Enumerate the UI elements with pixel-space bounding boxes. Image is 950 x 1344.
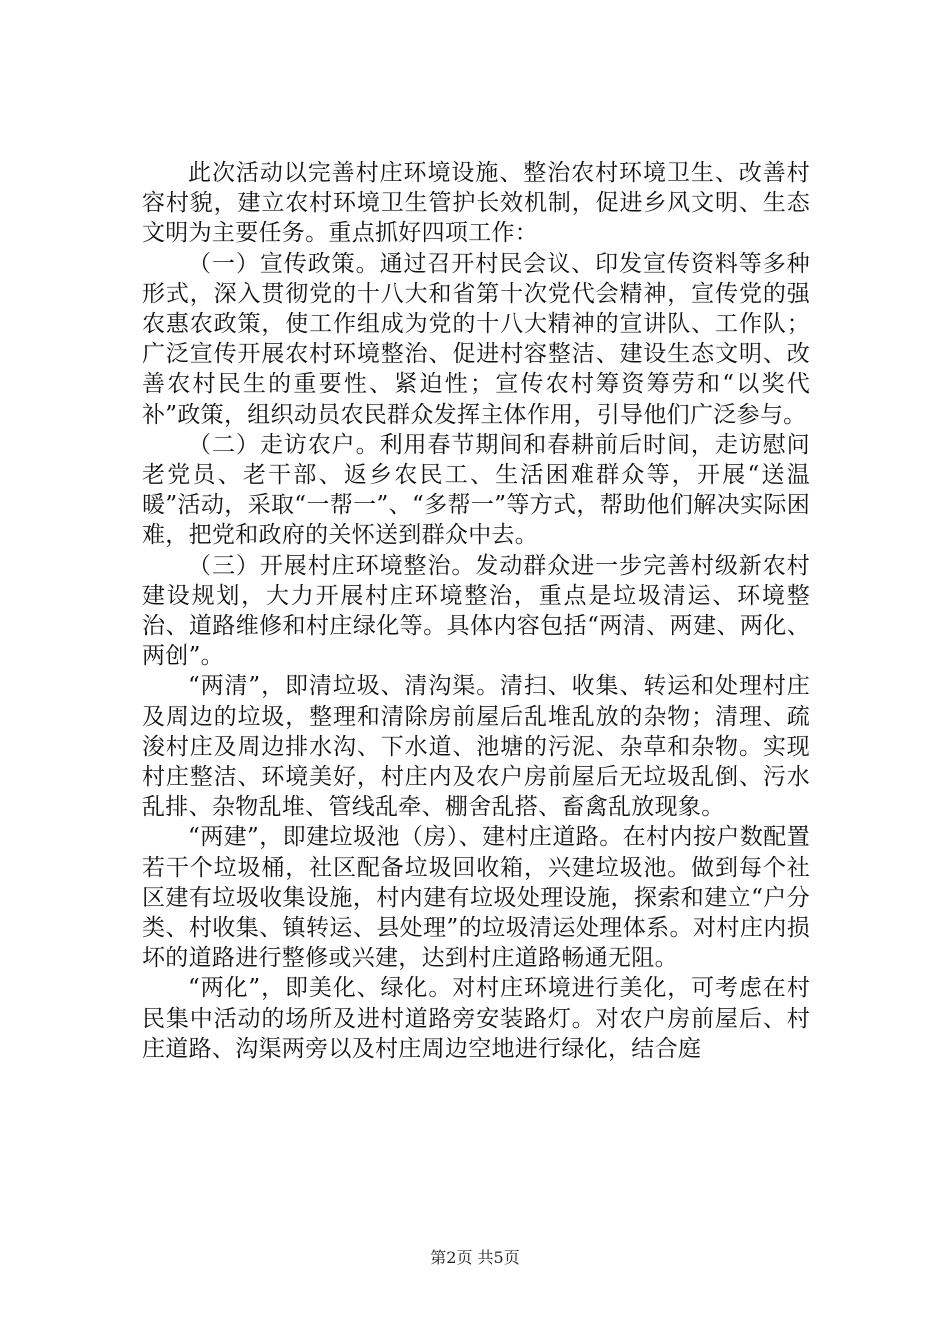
document-body — [142, 158, 810, 1064]
paragraph-environment-renovation: （三）开展村庄环境整治。发动群众进一步完善村级新农村建设规划，大力开展村庄环境整治，重点是垃圾清运、环境整治、道路维修和村庄绿化等。具体内容包括“两清、两建、两化、两创”。 — [142, 552, 810, 670]
paragraph-two-cleans: “两清”，即清垃圾、清沟渠。清扫、收集、转运和处理村庄及周边的垃圾，整理和清除房前屋后乱堆乱放的杂物；清理、疏浚村庄及周边排水沟、下水道、池塘的污泥、杂草和杂物。实现村庄整洁、环境美好，村庄内及农户房前屋后无垃圾乱倒、污水乱排、杂物乱堆、管线乱牵、棚舍乱搭、畜禽乱放现象。 — [142, 673, 810, 821]
paragraph-intro: 此次活动以完善村庄环境设施、整治农村环境卫生、改善村容村貌，建立农村环境卫生管护长效机制，促进乡风文明、生态文明为主要任务。重点抓好四项工作： — [142, 160, 810, 247]
paragraph-publicize-policy: （一）宣传政策。通过召开村民会议、印发宣传资料等多种形式，深入贯彻党的十八大和省第十次党代会精神，宣传党的强农惠农政策，使工作组成为党的十八大精神的宣讲队、工作队；广泛宣传开展农村环境整治、促进村容整洁、建设生态文明、改善农村民生的重要性、紧迫性；宣传农村筹资筹劳和“以奖代补”政策，组织动员农民群众发挥主体作用，引导他们广泛参与。 — [142, 250, 810, 428]
page-number-footer: 第2页 共5页 — [430, 1248, 520, 1267]
paragraph-visit-farmers: （二）走访农户。利用春节期间和春耕前后时间，走访慰问老党员、老干部、返乡农民工、生活困难群众等，开展“送温暖”活动，采取“一帮一”、“多帮一”等方式，帮助他们解决实际困难，把党和政府的关怀送到群众中去。 — [142, 431, 810, 549]
paragraph-two-builds: “两建”，即建垃圾池（房）、建村庄道路。在村内按户数配置若干个垃圾桶，社区配备垃圾回收箱，兴建垃圾池。做到每个社区建有垃圾收集设施，村内建有垃圾处理设施，探索和建立“户分类、村收集、镇转运、县处理”的垃圾清运处理体系。对村庄内损坏的道路进行整修或兴建，达到村庄道路畅通无阻。 — [142, 824, 810, 972]
paragraph-two-transforms: “两化”，即美化、绿化。对村庄环境进行美化，可考虑在村民集中活动的场所及进村道路旁安装路灯。对农户房前屋后、村庄道路、沟渠两旁以及村庄周边空地进行绿化，结合庭 — [142, 975, 810, 1062]
